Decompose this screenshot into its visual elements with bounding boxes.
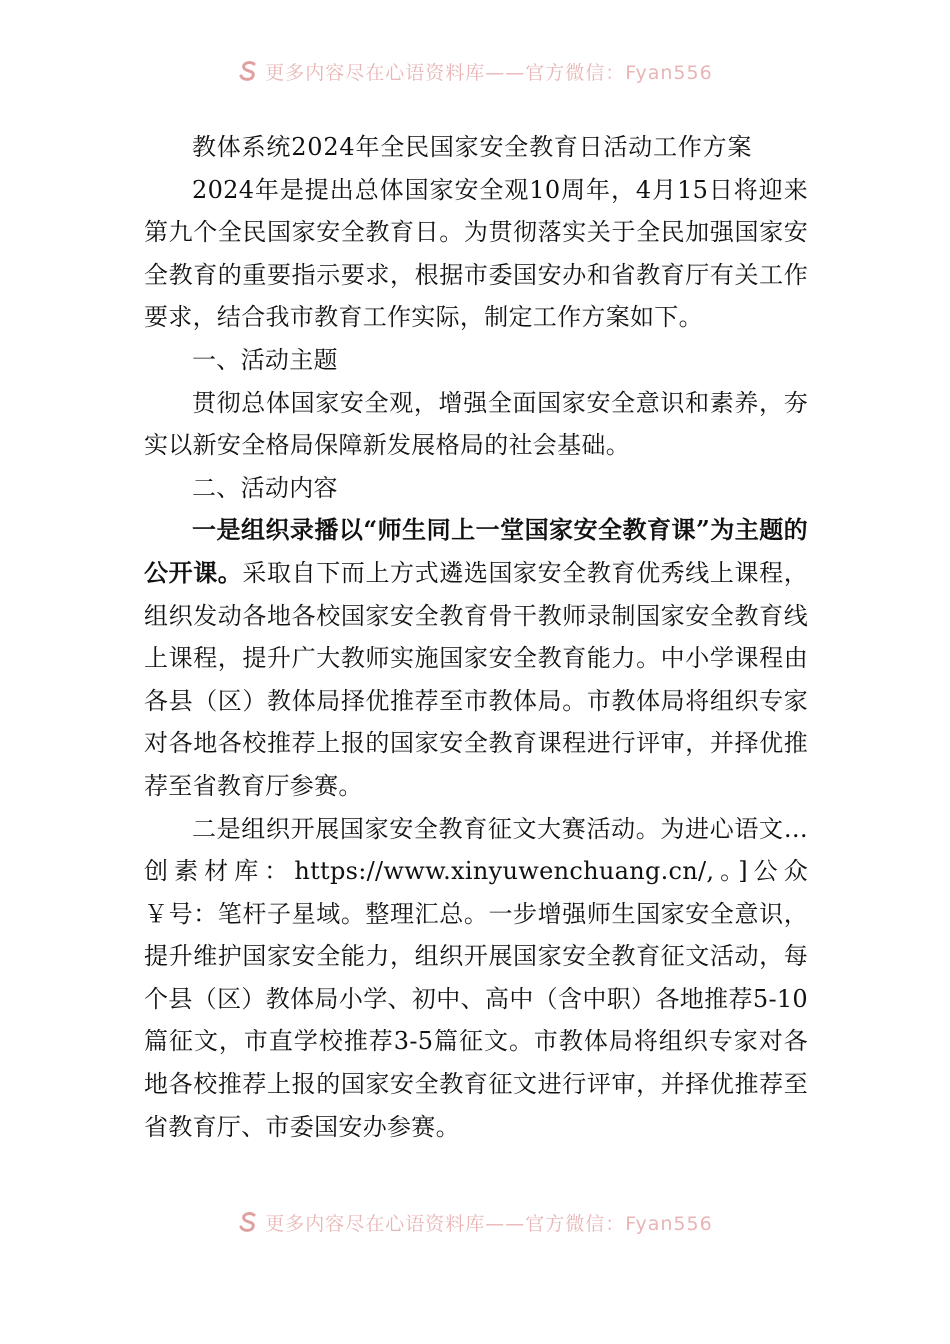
section-heading-theme: 一、活动主题 — [192, 345, 338, 374]
stylized-s-logo-icon — [237, 1210, 261, 1234]
content-item-1-lead: 一是组织录播以“师生同上一堂国家安全教育课”为主题的公开课。 — [144, 515, 808, 587]
content-item-1 — [144, 509, 808, 807]
content-item-1-body: 采取自下而上方式遴选国家安全教育优秀线上课程，组织发动各地各校国家安全教育骨干教师录制国家安全教育线上课程，提升广大教师实施国家安全教育能力。中小学课程由各县（区）教体局择优推荐至市教体局。市教体局将组织专家对各地各校推荐上报的国家安全教育课程进行评审，并择优推荐至省教育厅参赛。 — [144, 558, 808, 800]
watermark-text: 更多内容尽在心语资料库——官方微信：Fyan556 — [265, 61, 713, 84]
content-item-2: 二是组织开展国家安全教育征文大赛活动。为进心语文…创素材库：https://www.xinyuwenchuang.cn/,。]公众￥号：笔杆子星域。整理汇总。一步增强师生国家安全意识，提升维护国家安全能力，组织开展国家安全教育征文活动，每个县（区）教体局小学、初中、高中（含中职）各地推荐5-10篇征文，市直学校推荐3-5篇征文。市教体局将组织专家对各地各校推荐上报的国家安全教育征文进行评审，并择优推荐至省教育厅、市委国安办参赛。 — [144, 814, 808, 1141]
intro-paragraph: 2024年是提出总体国家安全观10周年，4月15日将迎来第九个全民国家安全教育日。为贯彻落实关于全民加强国家安全教育的重要指示要求，根据市委国安办和省教育厅有关工作要求，结合我市教育工作实际，制定工作方案如下。 — [144, 175, 808, 332]
document-body — [144, 126, 808, 1148]
watermark-text: 更多内容尽在心语资料库——官方微信：Fyan556 — [265, 1212, 713, 1235]
stylized-s-logo-icon — [237, 59, 261, 83]
footer-watermark — [0, 1207, 950, 1237]
theme-paragraph: 贯彻总体国家安全观，增强全面国家安全意识和素养，夯实以新安全格局保障新发展格局的社会基础。 — [144, 388, 808, 460]
header-watermark — [0, 56, 950, 86]
document-title: 教体系统2024年全民国家安全教育日活动工作方案 — [192, 133, 753, 161]
section-heading-content: 二、活动内容 — [192, 473, 338, 502]
